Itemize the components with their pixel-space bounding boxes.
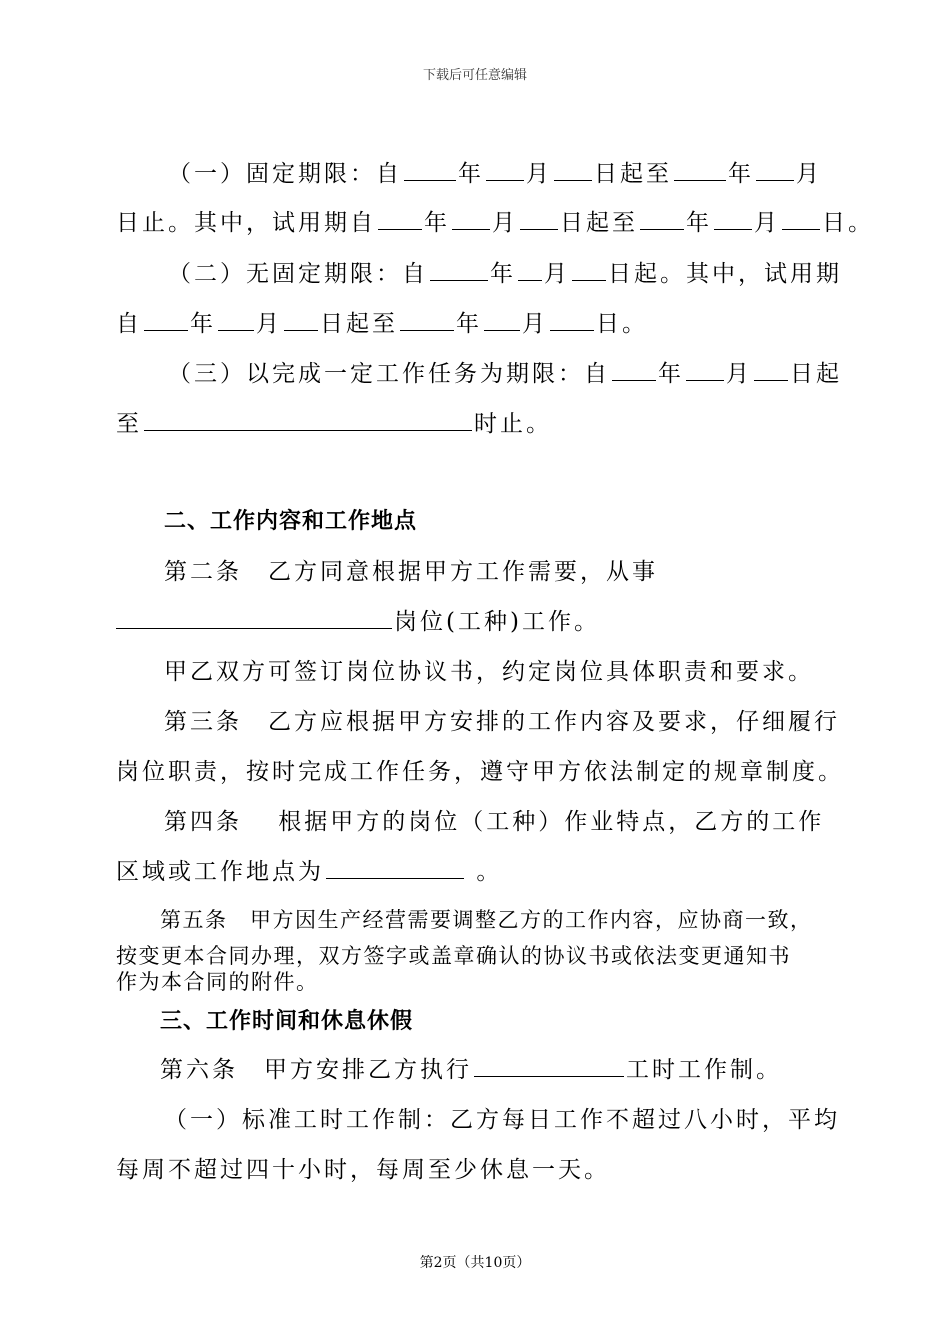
article-4-location: 区域或工作地点为: [116, 859, 324, 885]
article-4-line-1: 第四条 根据甲方的岗位（工种）作业特点，乙方的工作: [164, 809, 825, 835]
article-4-end: 。: [476, 859, 503, 885]
article-5-line-3: 作为本合同的附件。: [116, 970, 319, 994]
blank-field[interactable]: [554, 158, 592, 181]
unit-year: 年: [658, 361, 684, 387]
term-fixed-probation: 日止。其中，试用期自: [116, 210, 376, 236]
blank-field[interactable]: [754, 358, 788, 381]
standard-hours-line-2: 每周不超过四十小时，每周至少休息一天。: [116, 1157, 610, 1183]
unit-day: 日起: [790, 361, 842, 387]
term-fixed-line-1: [168, 158, 822, 190]
term-task-label: （三）以完成一定工作任务为期限：自: [168, 361, 610, 387]
term-task-end: 时止。: [474, 411, 552, 437]
blank-field[interactable]: [474, 1054, 624, 1077]
blank-field[interactable]: [550, 308, 594, 331]
blank-field[interactable]: [572, 258, 606, 281]
blank-field[interactable]: [520, 207, 558, 230]
article-5-line-1: 第五条 甲方因生产经营需要调整乙方的工作内容，应协商一致，: [160, 908, 813, 932]
blank-field[interactable]: [404, 158, 456, 181]
term-task-to: 至: [116, 411, 142, 437]
section-2-title: 二、工作内容和工作地点: [164, 509, 418, 534]
unit-day: 日起至: [560, 210, 638, 236]
unit-month: 月: [544, 261, 570, 287]
blank-field[interactable]: [116, 606, 392, 629]
unit-month: 月: [726, 361, 752, 387]
blank-field[interactable]: [326, 856, 464, 879]
unit-year: 年: [190, 311, 216, 337]
article-5-line-2: 按变更本合同办理，双方签字或盖章确认的协议书或依法变更通知书: [116, 944, 791, 968]
blank-field[interactable]: [714, 207, 752, 230]
unit-month: 月: [796, 161, 822, 187]
article-2-line-2: [116, 606, 600, 638]
blank-field[interactable]: [484, 308, 520, 331]
blank-field[interactable]: [674, 158, 726, 181]
article-2-post: 岗位(工种)工作。: [394, 609, 600, 635]
blank-field[interactable]: [518, 258, 542, 281]
unit-month: 月: [522, 311, 548, 337]
unit-month: 月: [526, 161, 552, 187]
article-3-line-1: 第三条 乙方应根据甲方安排的工作内容及要求，仔细履行: [164, 709, 840, 735]
unit-day: 日起至: [320, 311, 398, 337]
page-footer: 第2页（共10页）: [419, 1255, 531, 1271]
unit-year: 年: [490, 261, 516, 287]
unit-month: 月: [256, 311, 282, 337]
unit-day: 日。: [822, 210, 874, 236]
unit-month: 月: [754, 210, 780, 236]
term-fixed-line-2: [116, 207, 874, 239]
article-3-line-2: 岗位职责，按时完成工作任务，遵守甲方依法制定的规章制度。: [116, 759, 844, 785]
unit-day: 日。: [596, 311, 648, 337]
blank-field[interactable]: [486, 158, 524, 181]
blank-field[interactable]: [144, 308, 188, 331]
section-3-title: 三、工作时间和休息休假: [160, 1009, 414, 1034]
blank-field[interactable]: [612, 358, 656, 381]
unit-year: 年: [686, 210, 712, 236]
page-header: 下载后可任意编辑: [422, 68, 527, 83]
term-open-probation: 日起。其中，试用期: [608, 261, 842, 287]
unit-year: 年: [456, 311, 482, 337]
term-task-line-2: [116, 408, 552, 440]
blank-field[interactable]: [378, 207, 422, 230]
blank-field[interactable]: [782, 207, 820, 230]
blank-field[interactable]: [640, 207, 684, 230]
blank-field[interactable]: [284, 308, 318, 331]
term-open-line-2: [116, 308, 648, 340]
blank-field[interactable]: [400, 308, 454, 331]
term-open-label: （二）无固定期限：自: [168, 261, 428, 287]
term-task-line-1: [168, 358, 842, 390]
article-6-post: 工时工作制。: [626, 1057, 782, 1083]
term-open-from: 自: [116, 311, 142, 337]
blank-field[interactable]: [686, 358, 724, 381]
unit-year: 年: [458, 161, 484, 187]
article-4-line-2: [116, 856, 502, 888]
article-6-text: 第六条 甲方安排乙方执行: [160, 1057, 472, 1083]
unit-day: 日起至: [594, 161, 672, 187]
blank-field[interactable]: [144, 408, 472, 431]
unit-year: 年: [728, 161, 754, 187]
blank-field[interactable]: [218, 308, 254, 331]
blank-field[interactable]: [452, 207, 490, 230]
term-open-line-1: [168, 258, 842, 290]
article-2-line-3: 甲乙双方可签订岗位协议书，约定岗位具体职责和要求。: [164, 659, 814, 685]
article-6-line-1: [160, 1054, 782, 1086]
standard-hours-line-1: （一）标准工时工作制：乙方每日工作不超过八小时，平均: [164, 1107, 840, 1133]
blank-field[interactable]: [756, 158, 794, 181]
term-fixed-label: （一）固定期限：自: [168, 161, 402, 187]
article-2-line-1: 第二条 乙方同意根据甲方工作需要，从事: [164, 559, 658, 585]
unit-month: 月: [492, 210, 518, 236]
blank-field[interactable]: [430, 258, 488, 281]
unit-year: 年: [424, 210, 450, 236]
